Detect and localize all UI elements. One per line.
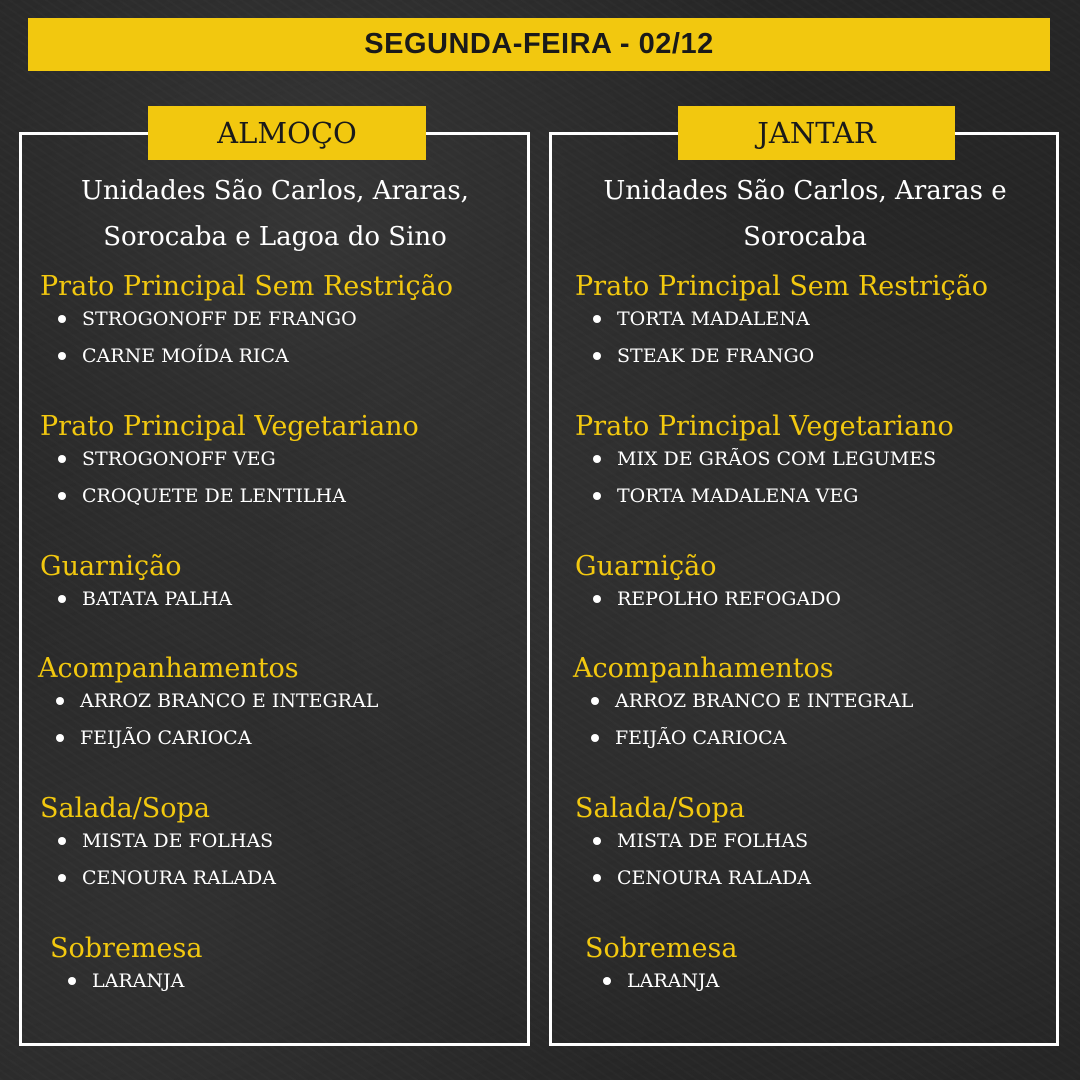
dinner-section-veg — [575, 410, 954, 514]
menu-item — [591, 719, 913, 756]
section-title: Prato Principal Sem Restrição — [575, 271, 989, 302]
bullet-icon — [593, 595, 601, 603]
menu-item — [68, 962, 202, 999]
menu-item-label: STROGONOFF DE FRANGO — [82, 307, 357, 330]
menu-item-label: MIX DE GRÃOS COM LEGUMES — [617, 447, 937, 470]
menu-item-label: MISTA DE FOLHAS — [82, 829, 274, 852]
menu-item-label: FEIJÃO CARIOCA — [80, 726, 252, 749]
menu-item-label: ARROZ BRANCO E INTEGRAL — [615, 689, 914, 712]
bullet-icon — [58, 837, 66, 845]
bullet-icon — [593, 874, 601, 882]
section-title: Prato Principal Sem Restrição — [40, 271, 454, 302]
bullet-icon — [58, 874, 66, 882]
section-title: Guarnição — [40, 551, 182, 582]
menu-item-label: BATATA PALHA — [82, 587, 233, 610]
section-title: Sobremesa — [585, 933, 738, 964]
menu-item — [593, 440, 954, 477]
lunch-section-side — [40, 550, 232, 617]
menu-item — [593, 337, 988, 374]
menu-item-label: MISTA DE FOLHAS — [617, 829, 809, 852]
bullet-icon — [58, 492, 66, 500]
menu-item — [58, 822, 276, 859]
bullet-icon — [591, 734, 599, 742]
menu-item — [591, 682, 913, 719]
date-title: SEGUNDA-FEIRA - 02/12 — [364, 28, 714, 60]
menu-item — [603, 962, 737, 999]
section-title: Acompanhamentos — [38, 653, 299, 684]
menu-item — [58, 337, 453, 374]
menu-item-label: CROQUETE DE LENTILHA — [82, 484, 346, 507]
bullet-icon — [56, 697, 64, 705]
menu-item-label: STROGONOFF VEG — [82, 447, 276, 470]
menu-item — [58, 440, 419, 477]
menu-item-label: CENOURA RALADA — [82, 866, 277, 889]
lunch-section-dessert — [50, 932, 202, 999]
menu-item — [593, 822, 811, 859]
section-title: Salada/Sopa — [40, 793, 210, 824]
menu-item — [56, 719, 378, 756]
bullet-icon — [58, 455, 66, 463]
bullet-icon — [58, 595, 66, 603]
lunch-section-accomp — [38, 652, 378, 756]
menu-item-label: LARANJA — [627, 969, 720, 992]
dinner-units — [560, 168, 1050, 260]
bullet-icon — [591, 697, 599, 705]
lunch-section-veg — [40, 410, 419, 514]
lunch-label-box — [148, 106, 426, 160]
bullet-icon — [68, 977, 76, 985]
dinner-section-salad — [575, 792, 811, 896]
dinner-units-line2: Sorocaba — [743, 222, 867, 252]
section-title: Guarnição — [575, 551, 717, 582]
menu-item-label: TORTA MADALENA VEG — [617, 484, 859, 507]
menu-item — [56, 682, 378, 719]
menu-item-label: LARANJA — [92, 969, 185, 992]
bullet-icon — [58, 315, 66, 323]
section-title: Salada/Sopa — [575, 793, 745, 824]
dinner-section-accomp — [573, 652, 913, 756]
bullet-icon — [603, 977, 611, 985]
date-banner — [28, 18, 1050, 71]
bullet-icon — [56, 734, 64, 742]
menu-item — [593, 580, 841, 617]
section-title: Prato Principal Vegetariano — [575, 411, 954, 442]
bullet-icon — [593, 352, 601, 360]
dinner-label: JANTAR — [757, 116, 876, 150]
lunch-label: ALMOÇO — [217, 116, 357, 150]
bullet-icon — [58, 352, 66, 360]
menu-item — [58, 300, 453, 337]
lunch-units-line1: Unidades São Carlos, Araras, — [81, 176, 469, 206]
dinner-section-side — [575, 550, 841, 617]
menu-item-label: REPOLHO REFOGADO — [617, 587, 841, 610]
menu-item-label: CARNE MOÍDA RICA — [82, 344, 289, 367]
bullet-icon — [593, 492, 601, 500]
lunch-units-line2: Sorocaba e Lagoa do Sino — [103, 222, 447, 252]
bullet-icon — [593, 837, 601, 845]
dinner-section-main — [575, 270, 988, 374]
dinner-units-line1: Unidades São Carlos, Araras e — [603, 176, 1007, 206]
menu-item — [593, 300, 988, 337]
bullet-icon — [593, 455, 601, 463]
menu-item-label: CENOURA RALADA — [617, 866, 812, 889]
menu-item — [593, 859, 811, 896]
lunch-section-main — [40, 270, 453, 374]
menu-item-label: FEIJÃO CARIOCA — [615, 726, 787, 749]
menu-item-label: STEAK DE FRANGO — [617, 344, 815, 367]
menu-item — [58, 477, 419, 514]
menu-item-label: ARROZ BRANCO E INTEGRAL — [80, 689, 379, 712]
lunch-section-salad — [40, 792, 276, 896]
section-title: Acompanhamentos — [573, 653, 834, 684]
menu-item — [593, 477, 954, 514]
bullet-icon — [593, 315, 601, 323]
menu-item-label: TORTA MADALENA — [617, 307, 810, 330]
dinner-label-box — [678, 106, 955, 160]
section-title: Prato Principal Vegetariano — [40, 411, 419, 442]
lunch-units — [30, 168, 520, 260]
dinner-section-dessert — [585, 932, 737, 999]
menu-item — [58, 580, 232, 617]
menu-item — [58, 859, 276, 896]
section-title: Sobremesa — [50, 933, 203, 964]
